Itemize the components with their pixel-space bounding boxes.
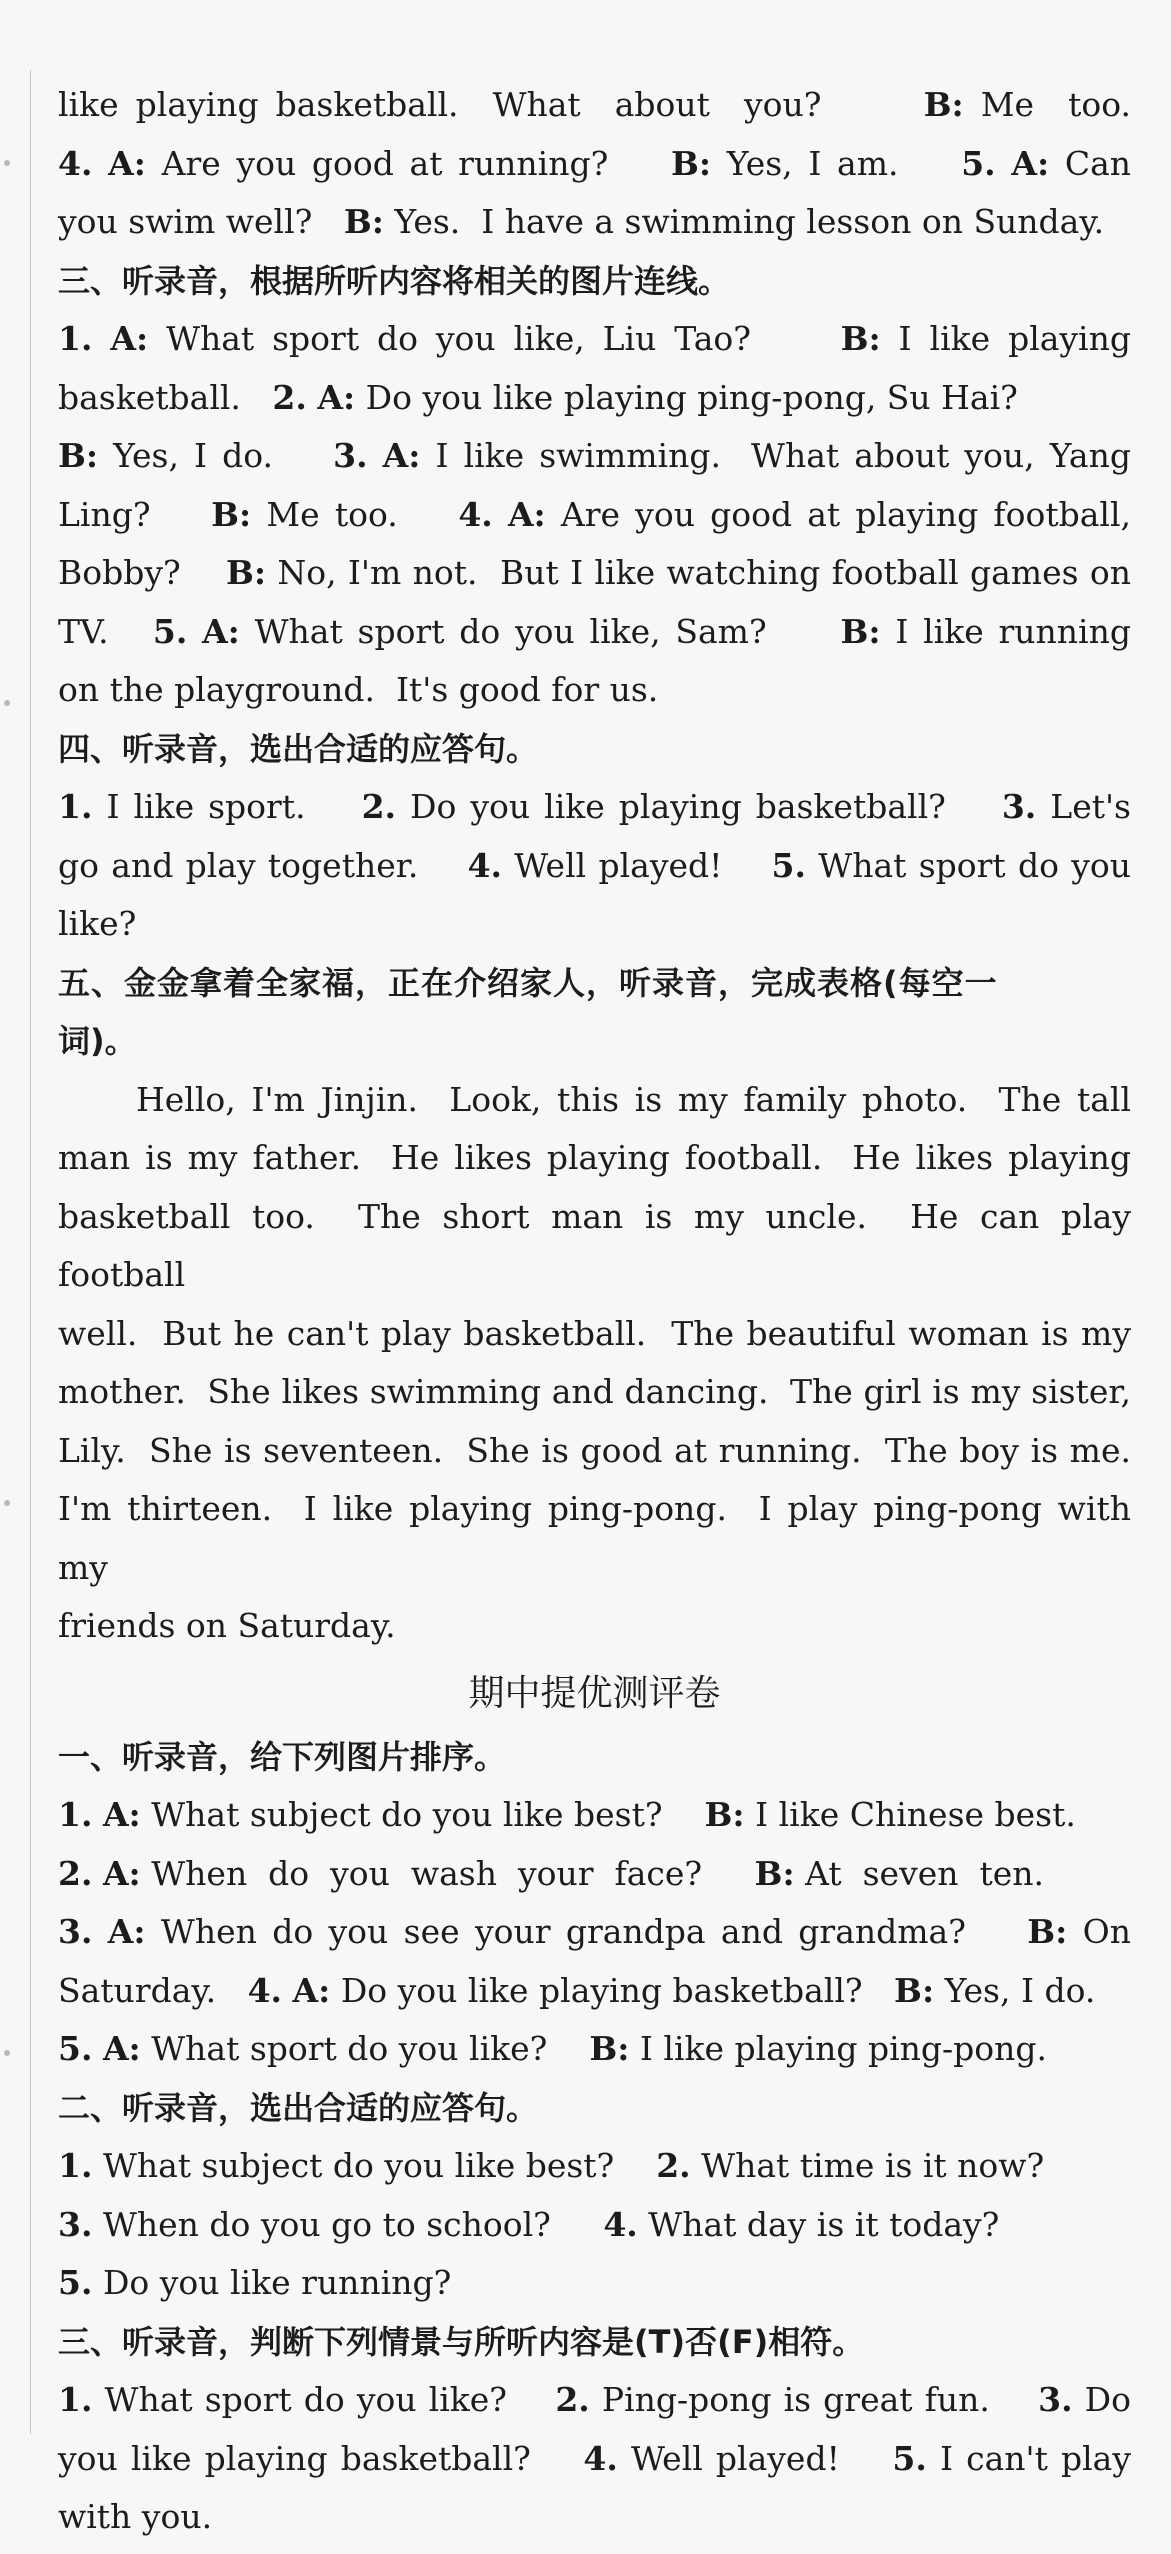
text-line: 3. A: When do you see your grandpa and grandma? B: On (58, 1912, 1131, 1951)
text-line: 1. I like sport. 2. Do you like playing basketball? 3. Let's (58, 787, 1131, 826)
text-line: 1. What subject do you like best? 2. What time is it now? (58, 2146, 1045, 2185)
text-line: Lily. She is seventeen. She is good at running. The boy is me. (58, 1430, 1131, 1470)
text-line: 5. Do you like running? (58, 2263, 452, 2302)
text-line: TV. 5. A: What sport do you like, Sam? B: I like running (58, 611, 1131, 651)
text-line: Hello, I'm Jinjin. Look, this is my family photo. The tall (136, 1079, 1131, 1119)
text-line: Ling? B: Me too. 4. A: Are you good at playing football, (58, 494, 1131, 534)
text-line: 3. When do you go to school? 4. What day is it today? (58, 2204, 1000, 2244)
text-line: mother. She likes swimming and dancing. The girl is my sister, (58, 1372, 1131, 1411)
text-line: Saturday. 4. A: Do you like playing basketball? B: Yes, I do. (58, 1970, 1096, 2010)
document-body (58, 76, 1142, 2547)
section-heading: 五、金金拿着全家福，正在介绍家人，听录音，完成表格(每空一 (58, 963, 998, 1002)
section-heading: 词)。 (58, 1022, 137, 1060)
text-line: 1. What sport do you like? 2. Ping-pong is great fun. 3. Do (58, 2380, 1131, 2419)
text-line: basketball. 2. A: Do you like playing ping-pong, Su Hai? (58, 377, 1018, 417)
margin-dot (4, 1500, 10, 1506)
margin-dot (4, 160, 10, 166)
text-line: I'm thirteen. I like playing ping-pong. I play ping-pong with my (58, 1489, 1142, 1587)
text-line: with you. (58, 2497, 213, 2536)
text-line: Bobby? B: No, I'm not. But I like watching football games on (58, 553, 1131, 592)
exam-title: 期中提优测评卷 (468, 1672, 721, 1714)
text-line: like playing basketball. What about you? B: Me too. (58, 85, 1131, 124)
text-line: you like playing basketball? 4. Well played! 5. I can't play (58, 2438, 1131, 2478)
text-line: basketball too. The short man is my uncle. He can play football (58, 1196, 1142, 1294)
text-line: go and play together. 4. Well played! 5. What sport do you (58, 845, 1131, 885)
section-heading: 二、听录音，选出合适的应答句。 (58, 2088, 539, 2127)
text-line: you swim well? B: Yes. I have a swimming lesson on Sunday. (58, 202, 1105, 241)
section-heading: 三、听录音，根据所听内容将相关的图片连线。 (58, 261, 731, 300)
text-line: man is my father. He likes playing football. He likes playing (58, 1138, 1131, 1177)
text-line: 1. A: What subject do you like best? B: I like Chinese best. (58, 1795, 1076, 1834)
text-line: 2. A: When do you wash your face? B: At seven ten. (58, 1853, 1045, 1893)
margin-dot (4, 700, 10, 706)
margin-dot (4, 2050, 10, 2056)
section-heading: 一、听录音，给下列图片排序。 (58, 1737, 507, 1776)
section-heading: 三、听录音，判断下列情景与所听内容是(T)否(F)相符。 (58, 2322, 865, 2361)
text-line: well. But he can't play basketball. The beautiful woman is my (58, 1313, 1131, 1353)
text-line: 1. A: What sport do you like, Liu Tao? B: I like playing (58, 319, 1131, 358)
text-line: 4. A: Are you good at running? B: Yes, I am. 5. A: Can (58, 143, 1131, 183)
text-line: 5. A: What sport do you like? B: I like playing ping-pong. (58, 2029, 1048, 2068)
text-line: on the playground. It's good for us. (58, 670, 659, 709)
text-line: B: Yes, I do. 3. A: I like swimming. What about you, Yang (58, 436, 1131, 475)
binding-margin-line (30, 70, 31, 2434)
section-heading: 四、听录音，选出合适的应答句。 (58, 729, 539, 768)
text-line: friends on Saturday. (58, 1606, 396, 1645)
text-line: like? (58, 904, 137, 943)
